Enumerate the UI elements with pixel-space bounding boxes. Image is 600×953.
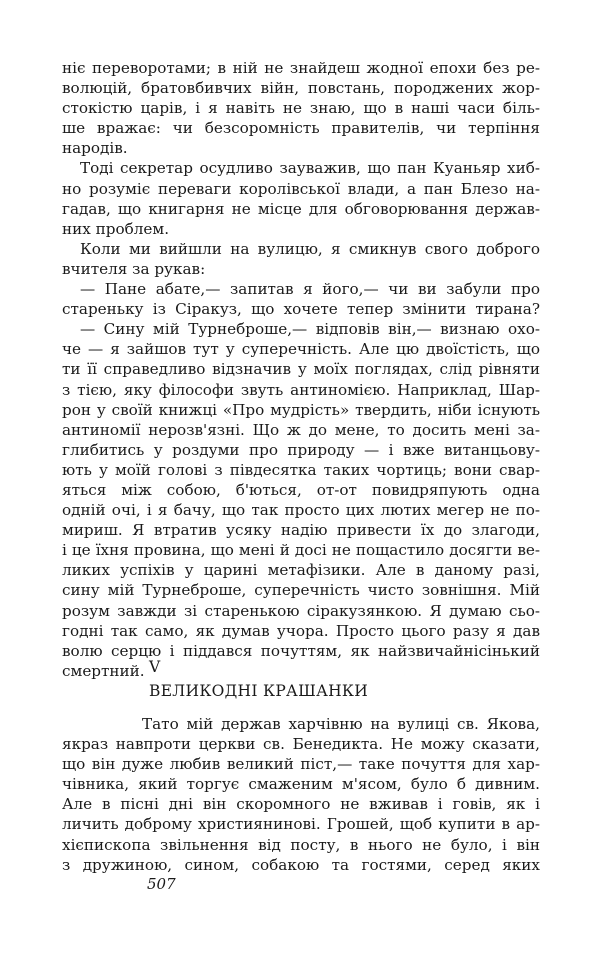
text-line: волю серцю і піддався почуттям, як найзвичайнісінький — [62, 641, 540, 660]
text-line: — Сину мій Турнеброше,— відповів він,— визнаю охо- — [80, 320, 540, 339]
text-line: стареньку із Сіракуз, що хочете тепер змінити тирана? — [62, 300, 540, 319]
text-line: Тоді секретар осудливо зауважив, що пан Куаньяр хиб- — [80, 159, 540, 178]
text-line: антиномії нерозв'язні. Що ж до мене, то досить мені за- — [62, 420, 540, 439]
text-line: Коли ми вийшли на вулицю, я смикнув свого доброго — [80, 239, 540, 258]
text-line: годні так само, як думав учора. Просто цього разу я дав — [62, 621, 540, 640]
text-line: рон у своїй книжці «Про мудрість» твердить, ніби існують — [62, 400, 540, 419]
text-line: одній очі, і я бачу, що так просто цих лютих мегер не по- — [62, 501, 540, 520]
section-text-block — [62, 714, 540, 875]
text-line: вчителя за рукав: — [62, 259, 206, 278]
text-line: і це їхня провина, що мені й досі не пощастило досягти ве- — [62, 541, 540, 560]
text-line: них проблем. — [62, 219, 170, 238]
text-line: народів. — [62, 139, 128, 158]
text-line: волюцій, братовбивчих війн, повстань, породжених жор- — [62, 79, 540, 98]
page-number: 507 — [147, 875, 176, 893]
main-text-block — [62, 58, 540, 681]
text-line: глибитись у роздуми про природу — і вже витанцьову- — [62, 440, 540, 459]
text-line: розум завжди зі старенькою сіракузянкою. Я думаю сьо- — [62, 601, 540, 620]
text-line: но розуміє переваги королівської влади, а пан Блезо на- — [62, 179, 540, 198]
text-line: ше вражає: чи безсоромність правителів, чи терпіння — [62, 119, 540, 138]
text-line: якраз навпроти церкви св. Бенедикта. Не можу сказати, — [62, 735, 540, 754]
text-line: ють у моїй голові з півдесятка таких чортиць; вони свар- — [62, 460, 540, 479]
text-line: личить доброму християнинові. Грошей, щоб купити в ар- — [62, 815, 540, 834]
text-line: Тато мій держав харчівню на вулиці св. Якова, — [142, 715, 540, 733]
text-line: сину мій Турнеброше, суперечність чисто зовнішня. Мій — [62, 581, 540, 600]
text-line: че — я зайшов тут у суперечність. Але цю двоїстість, що — [62, 340, 540, 359]
text-line: яться між собою, б'ються, от-от повидряпують одна — [62, 480, 540, 499]
section-number: V — [149, 658, 161, 676]
section-title: ВЕЛИКОДНІ КРАШАНКИ — [149, 682, 369, 700]
text-line: мириш. Я втратив усяку надію привести їх до злагоди, — [62, 521, 540, 540]
text-line: хієпископа звільнення від посту, в нього не було, і він — [62, 835, 540, 854]
text-line: ніє переворотами; в ній не знайдеш жодної епохи без ре- — [62, 59, 540, 77]
text-line: з тією, яку філософи звуть антиномією. Наприклад, Шар- — [62, 380, 540, 399]
text-line: ликих успіхів у царині метафізики. Але в даному разі, — [62, 561, 540, 580]
text-line: гадав, що книгарня не місце для обговорювання держав- — [62, 199, 540, 218]
text-line: що він дуже любив великий піст,— таке почуття для хар- — [62, 755, 540, 774]
text-line: чівника, який торгує смаженим м'ясом, було б дивним. — [62, 775, 540, 794]
text-line: смертний. — [62, 661, 145, 680]
text-line: стокістю царів, і я навіть не знаю, що в наші часи біль- — [62, 99, 540, 118]
text-line: — Пане абате,— запитав я його,— чи ви забули про — [80, 280, 540, 299]
text-line: ти її справедливо відзначив у моїх поглядах, слід рівняти — [62, 360, 540, 379]
text-line: з дружиною, сином, собакою та гостями, серед яких — [62, 855, 540, 874]
text-line: Але в пісні дні він скоромного не вживав і говів, як і — [62, 795, 540, 814]
